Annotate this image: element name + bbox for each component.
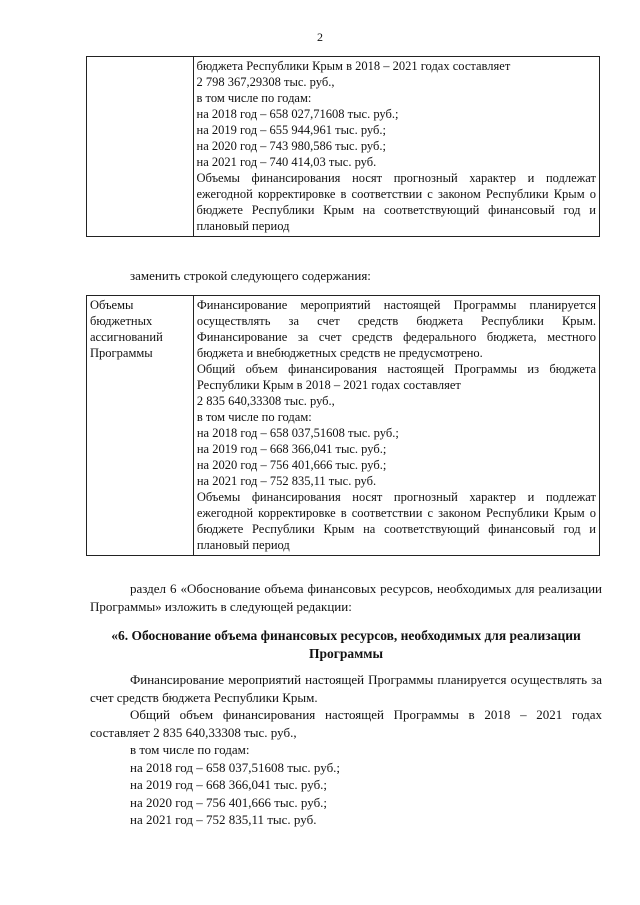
text-line: в том числе по годам: bbox=[196, 91, 312, 105]
page-number: 2 bbox=[317, 30, 323, 44]
text-line: бюджета Республики Крым в 2018 – 2021 годах составляет bbox=[196, 59, 511, 73]
text-line: в том числе по годам: bbox=[196, 410, 312, 424]
text-line: на 2021 год – 740 414,03 тыс. руб. bbox=[196, 155, 377, 169]
text-line: на 2019 год – 668 366,041 тыс. руб.; bbox=[196, 442, 387, 456]
new-passport-table bbox=[86, 295, 600, 556]
financing-intro: Финансирование мероприятий настоящей Программы планируется осуществлять за счет средств бюджета Республики Крым. Финансирование за счет средств федерального бюджета, местного бюджета и внебюджетных средств не предусмотрено. bbox=[196, 298, 596, 360]
section-heading: «6. Обоснование объема финансовых ресурсов, необходимых для реализации Программы bbox=[111, 628, 581, 661]
table-right-cell bbox=[193, 57, 600, 237]
section-body bbox=[90, 671, 602, 829]
text-line: 2 835 640,33308 тыс. руб., bbox=[196, 394, 335, 408]
text-line: на 2018 год – 658 027,71608 тыс. руб.; bbox=[196, 107, 399, 121]
text-line: на 2018 год – 658 037,51608 тыс. руб.; bbox=[196, 426, 399, 440]
table-note: Объемы финансирования носят прогнозный характер и подлежат ежегодной корректировке в соответствии с законом Республики Крым о бюджете Республики Крым на соответствующий финансовый год и плановый период bbox=[196, 171, 596, 233]
body-line: в том числе по годам: bbox=[130, 742, 250, 757]
table-row bbox=[87, 57, 600, 237]
table-left-cell bbox=[87, 57, 194, 237]
text-line: на 2019 год – 655 944,961 тыс. руб.; bbox=[196, 123, 386, 137]
old-passport-table bbox=[86, 56, 600, 237]
text-line: на 2021 год – 752 835,11 тыс. руб. bbox=[196, 474, 377, 488]
body-paragraph: Общий объем финансирования настоящей Программы в 2018 – 2021 годах составляет 2 835 640,33308 тыс. руб., bbox=[90, 707, 602, 740]
body-line: на 2018 год – 658 037,51608 тыс. руб.; bbox=[130, 759, 341, 775]
table-note: Объемы финансирования носят прогнозный характер и подлежат ежегодной корректировке в соответствии с законом Республики Крым о бюджете Республики Крым на соответствующий финансовый год и плановый период bbox=[196, 490, 596, 552]
text-line: на 2020 год – 743 980,586 тыс. руб.; bbox=[196, 139, 386, 153]
replace-instruction: заменить строкой следующего содержания: bbox=[130, 268, 371, 283]
body-paragraph: Финансирование мероприятий настоящей Программы планируется осуществлять за счет средств бюджета Республики Крым. bbox=[90, 672, 602, 705]
table-right-cell bbox=[193, 296, 599, 556]
text-line: на 2020 год – 756 401,666 тыс. руб.; bbox=[196, 458, 387, 472]
body-line: на 2019 год – 668 366,041 тыс. руб.; bbox=[130, 777, 328, 792]
body-line: на 2021 год – 752 835,11 тыс. руб. bbox=[130, 812, 317, 827]
table-left-cell: Объемы бюджетных ассигнований Программы bbox=[87, 296, 194, 556]
text-line: 2 798 367,29308 тыс. руб., bbox=[196, 75, 335, 89]
table-row bbox=[87, 296, 600, 556]
section-instruction: раздел 6 «Обоснование объема финансовых ресурсов, необходимых для реализации Программы» изложить в следующей редакции: bbox=[90, 581, 602, 614]
body-line: на 2020 год – 756 401,666 тыс. руб.; bbox=[130, 794, 328, 810]
financing-total: Общий объем финансирования настоящей Программы из бюджета Республики Крым в 2018 – 2021 годах составляет bbox=[196, 362, 596, 392]
